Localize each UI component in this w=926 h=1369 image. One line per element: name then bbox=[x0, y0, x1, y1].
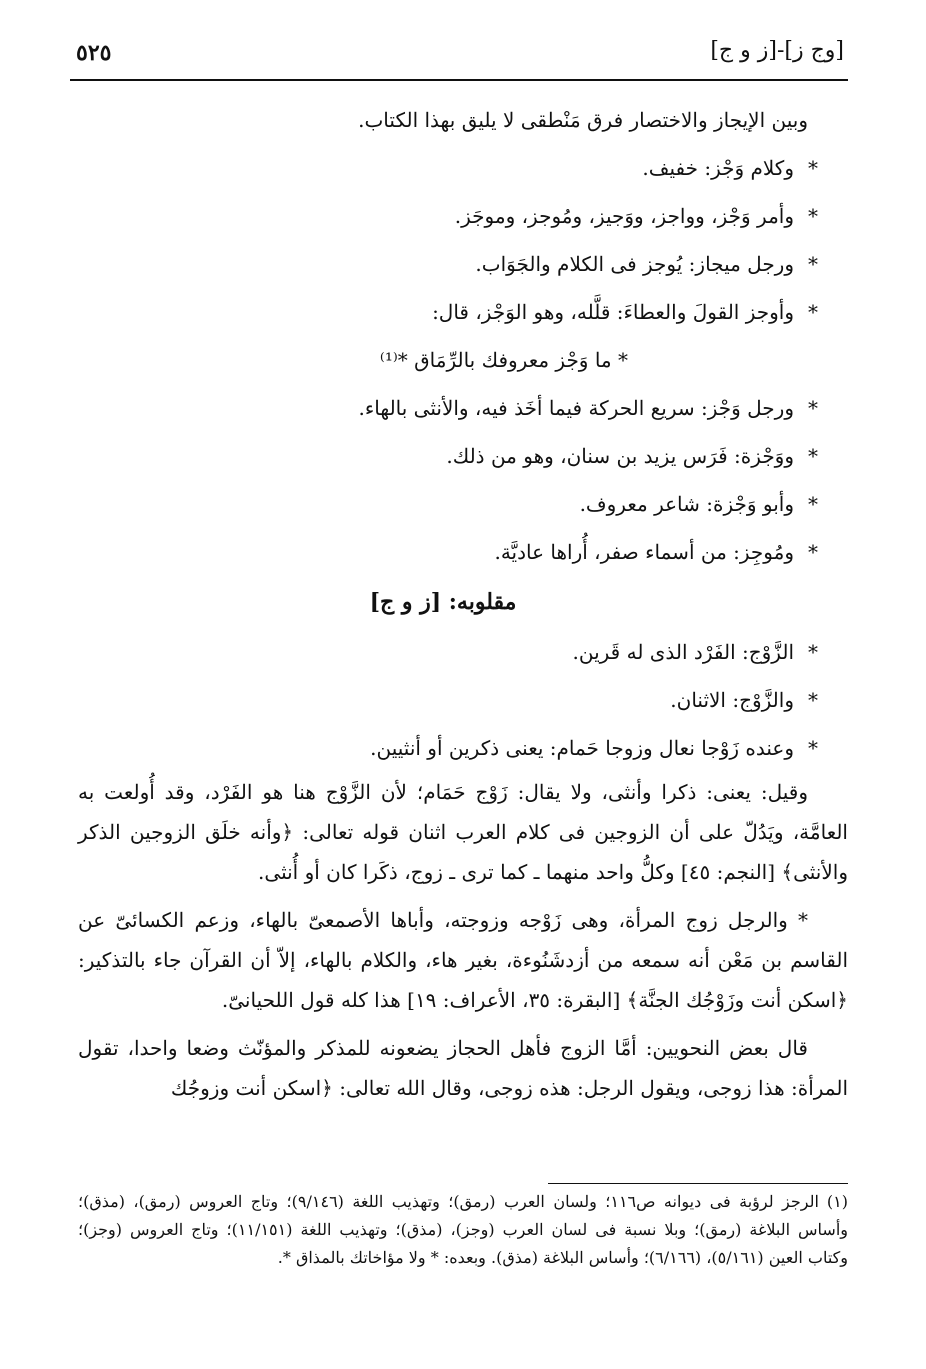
entry-text: ورجل ميجاز: يُوجز فى الكلام والجَوَاب. bbox=[475, 252, 794, 276]
entry-line bbox=[78, 432, 848, 480]
entry-line bbox=[78, 528, 848, 576]
entry-text: وأوجز القولَ والعطاءَ: قلَّله، وهو الوَجْز، قال: bbox=[432, 300, 794, 324]
entry-text: وكلام وَجْز: خفيف. bbox=[642, 156, 794, 180]
asterisk-marker: * bbox=[808, 156, 818, 180]
entry-text: وعنده زَوْجا نعال وزوجا حَمام: يعنى ذكرين أو أنثيين. bbox=[370, 736, 794, 760]
entry-line bbox=[78, 144, 848, 192]
entry-line bbox=[78, 724, 848, 772]
asterisk-marker: * bbox=[808, 204, 818, 228]
entry-line bbox=[78, 192, 848, 240]
footnote-text: الرجز لرؤبة فى ديوانه ص١١٦؛ ولسان العرب (رمق)؛ وتهذيب اللغة (٩/١٤٦)؛ وتاج العروس (رمق)، (مذق)؛ وأساس البلاغة (رمق)؛ وبلا نسبة فى لسان العرب (وجز)، (مذق)؛ وتهذيب اللغة (١١/١٥١)؛ وتاج العروس (وجز)؛ وكتاب العين (٥/١٦١)، (٦/١٦٦)؛ وأساس البلاغة (مذق). وبعده: * ولا مؤاخاتك بالمذاق *. bbox=[78, 1192, 849, 1267]
verse-line: * ما وَجْز معروفك بالرِّمَاق *⁽¹⁾ bbox=[379, 348, 628, 372]
entry-text: والزَّوْج: الاثنان. bbox=[670, 688, 794, 712]
asterisk-marker: * bbox=[808, 736, 818, 760]
entry-line bbox=[78, 628, 848, 676]
entry-line bbox=[78, 676, 848, 724]
section-heading: مقلوبه: [ز و ج] bbox=[369, 589, 517, 615]
paragraph: * والرجل زوج المرأة، وهى زَوْجه وزوجته، وأباها الأصمعىّ بالهاء، وزعم الكسائىّ عن القاسم بن مَعْن أنه سمعه من أزدشَنُوءة، بغير هاء، والكلام بالهاء، إلاّ أن القرآن جاء بالتذكير: ﴿اسكن أنت وزَوْجُك الجنَّة﴾ [البقرة: ٣٥، الأعراف: ١٩] هذا كله قول اللحيانىّ. bbox=[78, 908, 848, 1012]
entry-line bbox=[78, 384, 848, 432]
page-header bbox=[70, 34, 848, 78]
page-number: ٥٢٥ bbox=[76, 40, 112, 66]
asterisk-marker: * bbox=[808, 492, 818, 516]
entry-text: وأبو وَجْزة: شاعر معروف. bbox=[579, 492, 794, 516]
footnote-rule bbox=[548, 1183, 848, 1184]
asterisk-marker: * bbox=[808, 396, 818, 420]
entry-line bbox=[78, 96, 848, 144]
entry-text: الزَّوْج: الفَرْد الذى له قَرين. bbox=[572, 640, 794, 664]
asterisk-marker: * bbox=[808, 444, 818, 468]
main-text bbox=[78, 96, 848, 1108]
asterisk-marker: * bbox=[808, 688, 818, 712]
entry-text: وبين الإيجاز والاختصار فرق مَنْطقى لا يليق بهذا الكتاب. bbox=[358, 108, 808, 132]
paragraph: وقيل: يعنى: ذكرا وأنثى، ولا يقال: زَوْج حَمَام؛ لأن الزَّوْج هنا هو الفَرْد، وقد أُولعت به العامَّة، ويَدُلّ على أن الزوجين فى كلام العرب اثنان قوله تعالى: ﴿وأنه خلَق الزوجين الذكر والأنثى﴾ [النجم: ٤٥] وكلُّ واحد منهما ـ كما ترى ـ زوج، ذكَرا كان أو أُنثى. bbox=[78, 780, 848, 884]
entry-line bbox=[78, 240, 848, 288]
entry-line bbox=[78, 480, 848, 528]
entry-text: وأمر وَجْز، وواجز، ووَجيز، ومُوجز، وموجَز. bbox=[454, 204, 794, 228]
header-rule bbox=[70, 79, 848, 81]
footnote bbox=[78, 1188, 848, 1272]
asterisk-marker: * bbox=[808, 640, 818, 664]
running-head: [وج ز]-[ز و ج] bbox=[710, 38, 844, 63]
entry-text: ووَجْزة: فَرَس يزيد بن سنان، وهو من ذلك. bbox=[446, 444, 794, 468]
entry-text: ورجل وَجْز: سريع الحركة فيما أخَذ فيه، والأنثى بالهاء. bbox=[358, 396, 794, 420]
paragraph: قال بعض النحويين: أمَّا الزوج فأهل الحجاز يضعونه للمذكر والمؤنّث وضعا واحدا، تقول المرأة: هذا زوجى، ويقول الرجل: هذه زوجى، وقال الله تعالى: ﴿اسكن أنت وزوجُك bbox=[78, 1036, 848, 1100]
asterisk-marker: * bbox=[808, 300, 818, 324]
entry-text: ومُوجِز: من أسماء صفر، أُراها عاديَّة. bbox=[494, 540, 794, 564]
entry-line bbox=[78, 288, 848, 336]
asterisk-marker: * bbox=[808, 540, 818, 564]
footnote-marker: (١) bbox=[826, 1192, 849, 1211]
asterisk-marker: * bbox=[808, 252, 818, 276]
